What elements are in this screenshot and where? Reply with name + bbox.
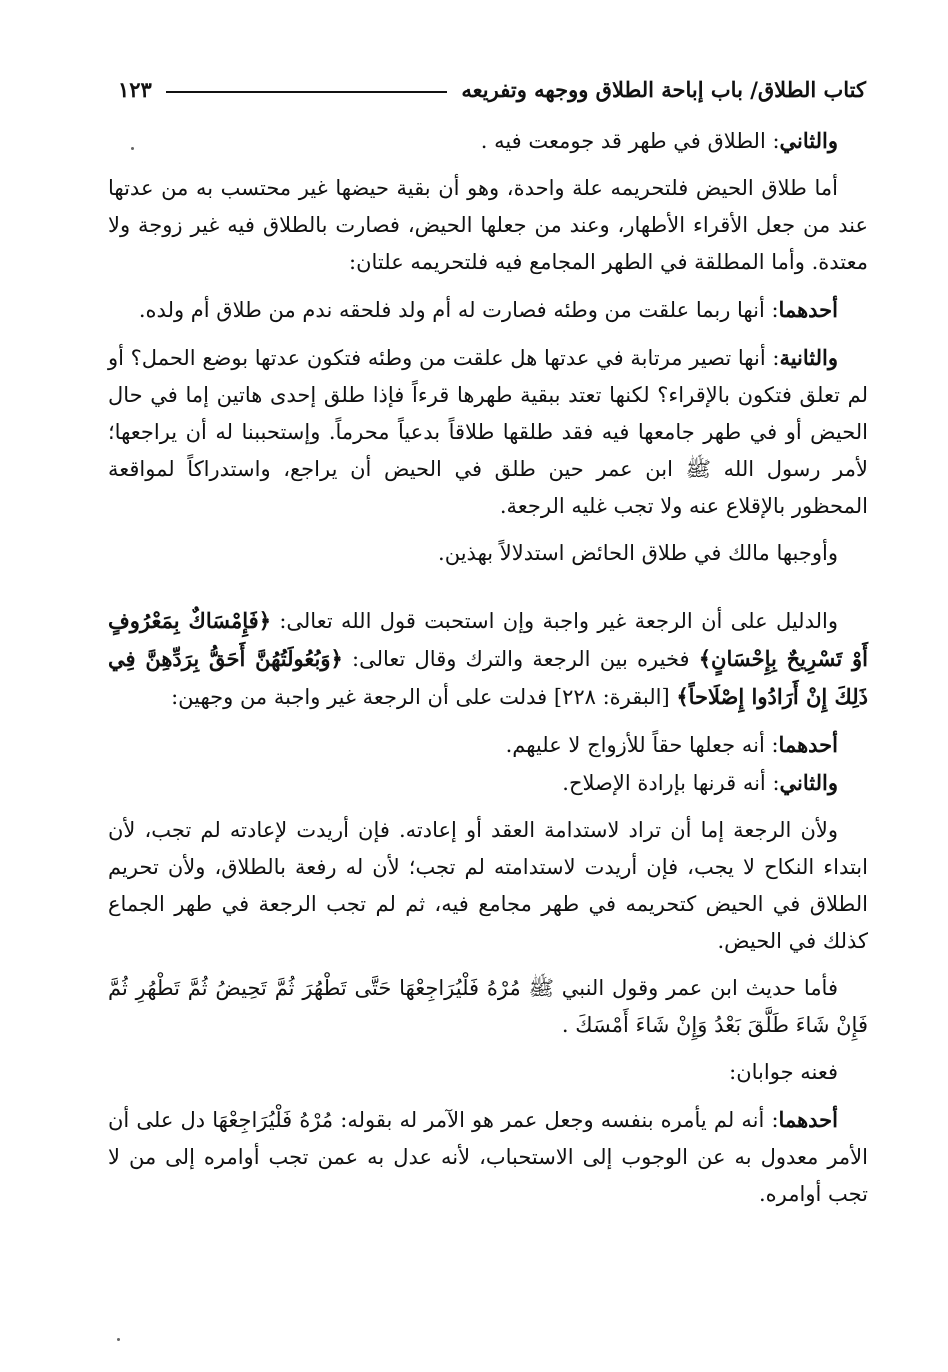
paragraph-text: : أنه قرنها بإرادة الإصلاح.	[562, 771, 780, 795]
margin-dot	[117, 1338, 120, 1341]
paragraph-lead: أحدهما	[778, 297, 838, 322]
paragraph	[108, 812, 868, 960]
paragraph-text: : أنه لم يأمره بنفسه وجعل عمر هو الآمر له بقوله:	[340, 1108, 779, 1132]
paragraph	[108, 291, 868, 329]
paragraph-lead: أحدهما	[778, 732, 838, 757]
paragraph	[108, 122, 868, 160]
paragraph	[108, 726, 868, 764]
paragraph-text: : أنها تصير مرتابة في عدتها هل علقت من وطئه فتكون عدتها بوضع الحمل؟ أو لم تعلق فتكون بالإقراء؟ لكنها تعتد ببقية طهرها قرءاً فإذا طلق إحدى هاتين إما في حال الحيض أو في طهر جامعها فيه فقد طلقها طلاقاً بدعياً محرماً. وإستحببنا له أن يراجعها؛ لأمر رسول الله ﷺ ابن عمر حين طلق في الحيض أن يراجع، واستدراكاً لمواقعة المحظور بالإقلاع عنه ولا تجب غليه الرجعة.	[108, 346, 868, 518]
paragraph-lead: والثاني	[779, 770, 838, 795]
paragraph-text: دل على أن الأمر معدول به عن الوجوب إلى الاستحباب، لأنه عدل به عمن تجب أوامره إلى من لا تجب أوامره.	[108, 1108, 868, 1206]
paragraph	[108, 1101, 868, 1213]
paragraph-text: : أنه جعلها حقاً للأزواج لا عليهم.	[505, 733, 779, 757]
header-rule	[166, 91, 448, 93]
paragraph	[108, 970, 868, 1044]
paragraph	[108, 535, 868, 572]
quran-verse: ﴿فَإِمْسَاكٌ بِمَعْرُوفٍ أَوْ تَسْرِيحٌ بِإِحْسَانٍ﴾	[108, 608, 868, 671]
paragraph-text: ولأن الرجعة إما أن تراد لاستدامة العقد أو إعادته. فإن أريدت لإعادته لم تجب، لأن ابتداء النكاح لا يجب، فإن أريدت لاستدامته لم تجب؛ لأن له رفعة بالطلاق، ولأن تحريم الطلاق في الحيض كتحريمه في طهر مجامع فيه، ثم لم تجب الرجعة في طهر الجماع كذلك في الحيض.	[108, 818, 868, 953]
page-number: ١٢٣	[118, 76, 152, 102]
paragraph-text: وأوجبها مالك في طلاق الحائض استدلالاً بهذين.	[438, 541, 838, 565]
header-title: كتاب الطلاق/ باب إباحة الطلاق ووجهه وتفريعه	[461, 76, 866, 102]
quran-verse: ﴿وَبُعُولَتُهُنَّ أَحَقُّ بِرَدِّهِنَّ فِي ذَلِكَ إِنْ أَرَادُوا إِصْلَاحاً﴾	[108, 646, 868, 709]
paragraph-text: : أنها ربما علقت من وطئه فصارت له أم ولد فلحقه ندم من طلاق أم ولده.	[138, 298, 779, 322]
paragraph-text: [البقرة: ٢٢٨] فدلت على أن الرجعة غير واجبة من وجهين:	[171, 685, 670, 709]
body-text	[108, 122, 868, 1223]
paragraph	[108, 170, 868, 281]
paragraph	[108, 339, 868, 525]
hadith-quote: مُرْهُ فَلْيُرَاجِعْهَا حَتَّى تَطْهُرَ ثُمَّ تَحِيضُ ثُمَّ تَطْهُرِ ثُمَّ فَإِنْ شَاءَ طَلَّقَ بَعْدُ وَإِنْ شَاءَ أَمْسَكَ .	[108, 976, 868, 1037]
paragraph-lead: والثانية	[779, 345, 838, 370]
running-header	[118, 72, 866, 106]
paragraph-lead: أحدهما	[778, 1107, 838, 1132]
paragraph-lead: والثاني	[779, 128, 838, 153]
paragraph-text: فعنه جوابان:	[729, 1060, 838, 1084]
paragraph	[108, 764, 868, 802]
hadith-quote: مُرْهُ فَلْيُرَاجِعْهَا	[212, 1108, 334, 1132]
paragraph-text: فخيره بين الرجعة والترك وقال تعالى:	[352, 647, 690, 671]
paragraph-text: والدليل على أن الرجعة غير واجبة وإن استحبت قول الله تعالى:	[279, 609, 838, 633]
paragraph	[108, 602, 868, 716]
paragraph	[108, 1054, 868, 1091]
paragraph-text: أما طلاق الحيض فلتحريمه علة واحدة، وهو أن بقية حيضها غير محتسب به من عدتها عند من جعل الأقراء الأطهار، وعند من جعلها الحيض، فصارت بالطلاق فيه غير زوجة ولا معتدة. وأما المطلقة في الطهر المجامع فيه فلتحريمه علتان:	[108, 176, 868, 274]
paragraph-text: : الطلاق في طهر قد جومعت فيه .	[480, 129, 780, 153]
paragraph-text: فأما حديث ابن عمر وقول النبي ﷺ	[528, 976, 838, 1000]
